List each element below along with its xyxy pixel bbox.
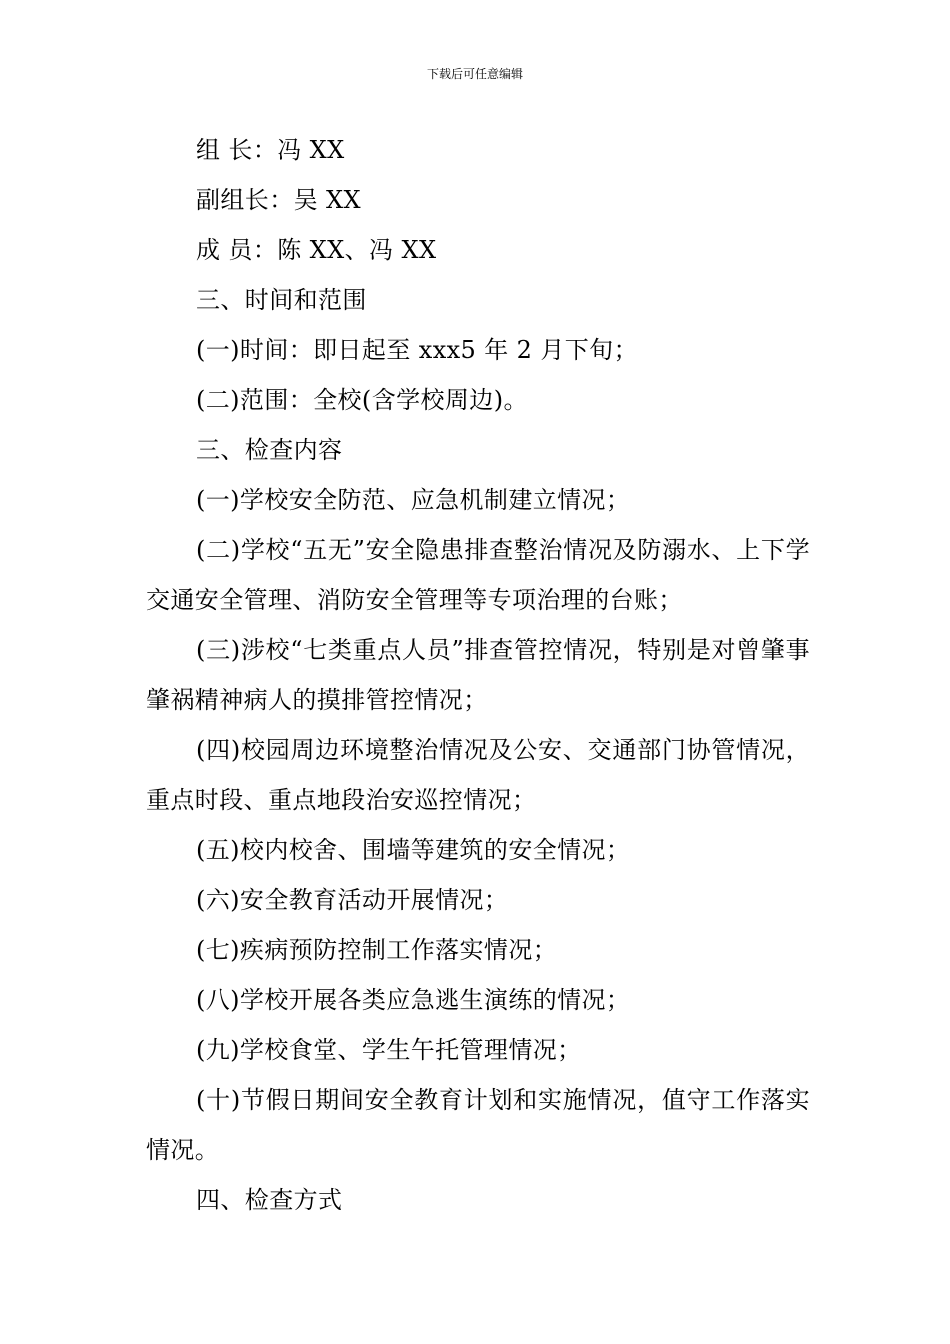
inspection-item-10: (十)节假日期间安全教育计划和实施情况，值守工作落实情况。	[146, 1086, 810, 1164]
inspection-item-9: (九)学校食堂、学生午托管理情况；	[196, 1036, 582, 1064]
inspection-item-7: (七)疾病预防控制工作落实情况；	[196, 936, 558, 964]
inspection-item-8: (八)学校开展各类应急逃生演练的情况；	[196, 986, 631, 1014]
section-heading-time-scope: 三、时间和范围	[196, 286, 367, 314]
time-item: (一)时间：即日起至 xxx5 年 2 月下旬；	[196, 336, 638, 364]
members-line: 成 员：陈 XX、冯 XX	[196, 236, 437, 264]
inspection-item-3: (三)涉校“七类重点人员”排查管控情况，特别是对曾肇事肇祸精神病人的摸排管控情况；	[146, 636, 810, 714]
scope-item: (二)范围：全校(含学校周边)。	[196, 386, 528, 414]
inspection-item-4: (四)校园周边环境整治情况及公安、交通部门协管情况，重点时段、重点地段治安巡控情况；	[146, 736, 810, 814]
section-heading-inspection-method: 四、检查方式	[196, 1186, 343, 1214]
section-heading-inspection-content: 三、检查内容	[196, 436, 343, 464]
inspection-item-5: (五)校内校舍、围墙等建筑的安全情况；	[196, 836, 631, 864]
document-body	[146, 125, 810, 1225]
inspection-item-2: (二)学校“五无”安全隐患排查整治情况及防溺水、上下学交通安全管理、消防安全管理等专项治理的台账；	[146, 536, 810, 614]
deputy-leader-line: 副组长：吴 XX	[196, 186, 362, 214]
inspection-item-6: (六)安全教育活动开展情况；	[196, 886, 509, 914]
page-header: 下载后可任意编辑	[426, 67, 523, 81]
inspection-item-1: (一)学校安全防范、应急机制建立情况；	[196, 486, 631, 514]
leader-line: 组 长：冯 XX	[196, 136, 345, 164]
